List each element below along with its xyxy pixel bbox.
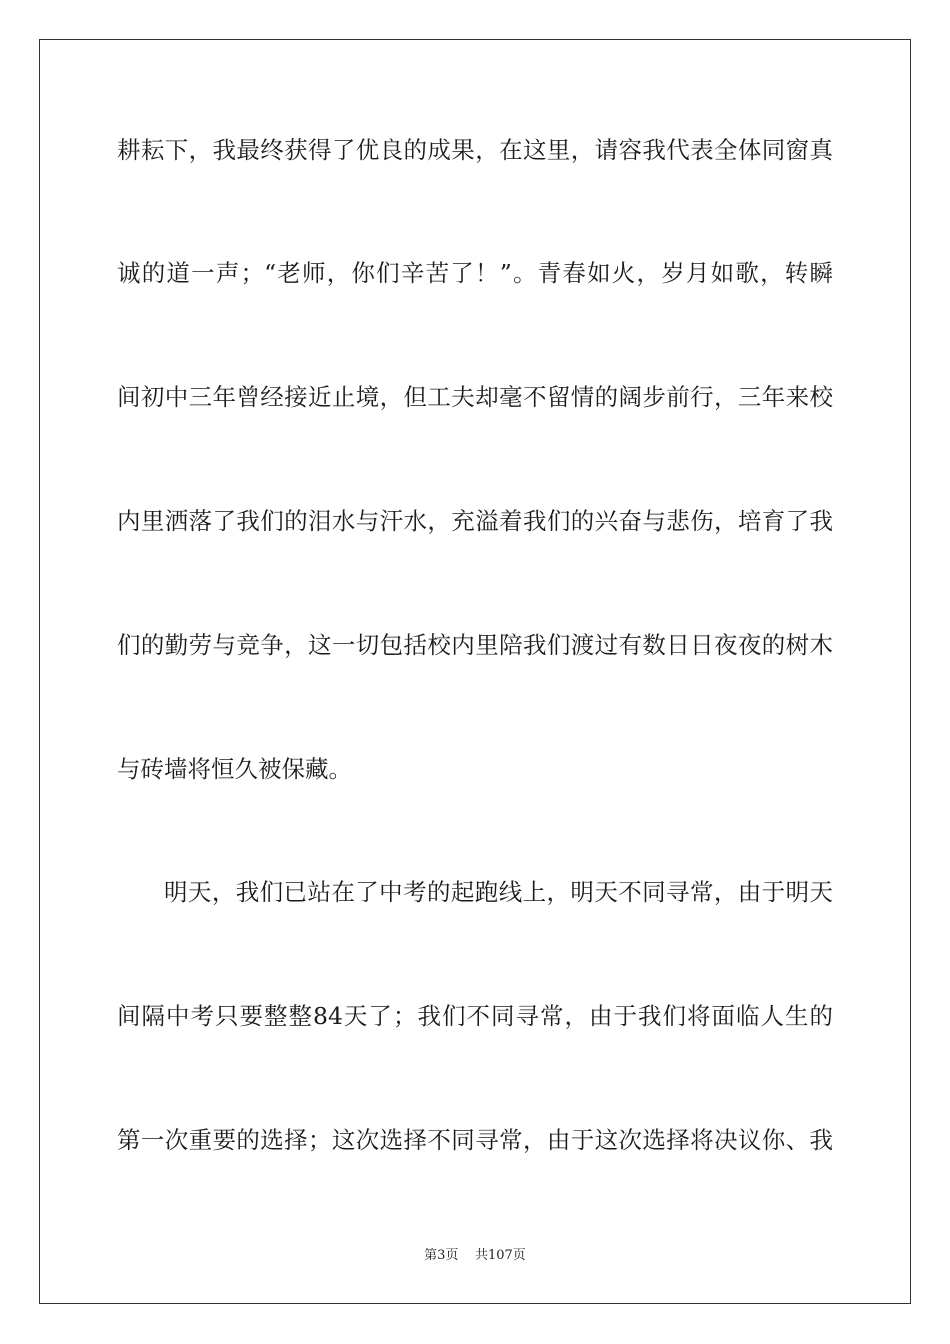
- body-text-line: 明天，我们已站在了中考的起跑线上，明天不同寻常，由于明天: [164, 878, 833, 906]
- body-text-line: 耕耘下，我最终获得了优良的成果，在这里，请容我代表全体同窗真: [117, 136, 833, 164]
- body-text-line: 间隔中考只要整整84天了；我们不同寻常，由于我们将面临人生的: [117, 1002, 833, 1030]
- page-footer: [0, 1247, 950, 1265]
- page-border: [39, 39, 911, 1304]
- body-text-line: 内里洒落了我们的泪水与汗水，充溢着我们的兴奋与悲伤，培育了我: [117, 507, 833, 535]
- body-text-line: 第一次重要的选择；这次选择不同寻常，由于这次选择将决议你、我: [117, 1126, 833, 1154]
- body-text-line: 与砖墙将恒久被保藏。: [117, 755, 352, 783]
- total-pages: 共107页: [474, 1248, 526, 1263]
- body-text-line: 诚的道一声；“老师，你们辛苦了！”。青春如火，岁月如歌，转瞬: [117, 259, 833, 287]
- body-text-line: 间初中三年曾经接近止境，但工夫却毫不留情的阔步前行，三年来校: [117, 383, 833, 411]
- page-number: 第3页: [424, 1248, 459, 1263]
- body-text-line: 们的勤劳与竞争，这一切包括校内里陪我们渡过有数日日夜夜的树木: [117, 631, 833, 659]
